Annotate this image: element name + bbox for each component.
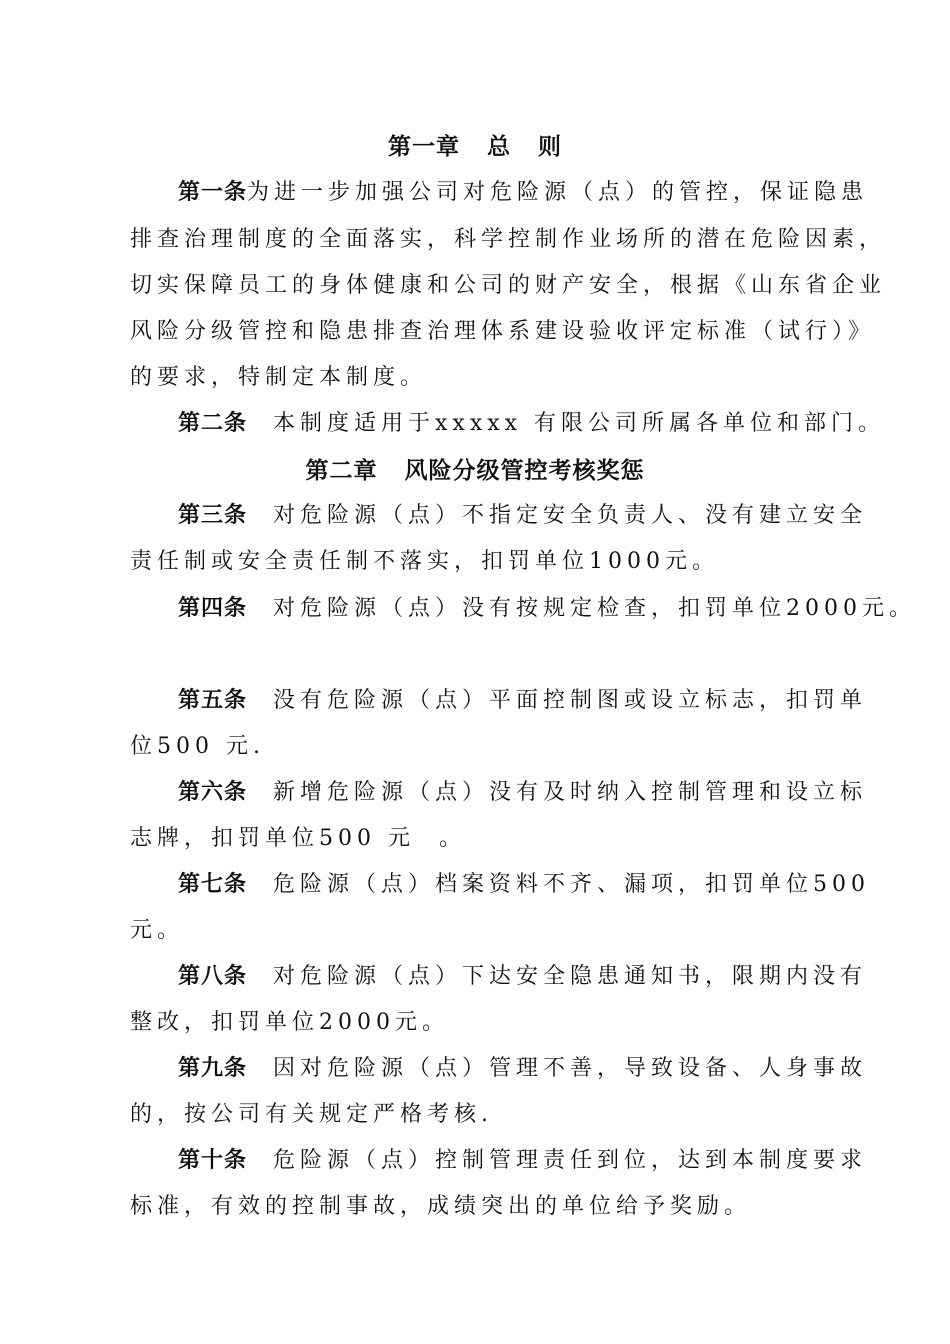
article-9-line-1	[178, 1051, 867, 1082]
article-9-label: 第九条	[178, 1056, 248, 1081]
article-8-label: 第八条	[178, 964, 248, 989]
article-5-line-1	[178, 683, 867, 714]
article-6-line-2: 志牌，扣罚单位500 元 。	[130, 826, 466, 851]
article-1-line-5: 的要求，特制定本制度。	[130, 365, 428, 390]
article-5-label: 第五条	[178, 688, 248, 713]
article-8-line-1	[178, 959, 867, 990]
article-2-text-1: 本制度适用于xxxxx 有限公司所属各单位和部门。	[273, 411, 886, 436]
article-1-label: 第一条	[178, 180, 248, 205]
article-3-line-1	[178, 498, 867, 529]
article-8-line-2: 整改，扣罚单位2000元。	[130, 1010, 449, 1035]
chapter-2-heading: 第二章 风险分级管控考核奖惩	[305, 458, 645, 484]
article-10-line-2: 标准，有效的控制事故，成绩突出的单位给予奖励。	[130, 1194, 752, 1219]
article-6-line-1	[178, 775, 867, 806]
article-8-text-1: 对危险源（点）下达安全隐患通知书，限期内没有	[273, 964, 868, 989]
article-4-line-1	[178, 591, 916, 622]
article-2-label: 第二条	[178, 411, 248, 436]
article-1-line-2: 排查治理制度的全面落实，科学控制作业场所的潜在危险因素，	[130, 227, 887, 252]
article-3-line-2: 责任制或安全责任制不落实，扣罚单位1000元。	[130, 549, 719, 574]
article-7-text-1: 危险源（点）档案资料不齐、漏项，扣罚单位500	[273, 872, 871, 897]
article-1-text-1: 为进一步加强公司对危险源（点）的管控，保证隐患	[247, 180, 869, 205]
article-7-line-2: 元。	[130, 918, 185, 943]
article-6-label: 第六条	[178, 780, 248, 805]
article-9-line-2: 的，按公司有关规定严格考核.	[130, 1102, 493, 1127]
article-1-line-1	[178, 175, 868, 206]
article-9-text-1: 因对危险源（点）管理不善，导致设备、人身事故	[273, 1056, 868, 1081]
article-10-line-1	[178, 1143, 867, 1174]
article-3-label: 第三条	[178, 503, 248, 528]
article-5-line-2: 位500 元.	[130, 734, 265, 759]
article-1-line-3: 切实保障员工的身体健康和公司的财产安全，根据《山东省企业	[130, 273, 887, 298]
article-7-label: 第七条	[178, 872, 248, 897]
article-7-line-1	[178, 867, 870, 898]
article-1-line-4: 风险分级管控和隐患排查治理体系建设验收评定标准（试行）》	[130, 319, 876, 344]
article-3-text-1: 对危险源（点）不指定安全负责人、没有建立安全	[273, 503, 868, 528]
article-4-label: 第四条	[178, 596, 248, 621]
chapter-1-heading: 第一章 总 则	[387, 134, 563, 160]
article-5-text-1: 没有危险源（点）平面控制图或设立标志，扣罚单	[273, 688, 868, 713]
article-6-text-1: 新增危险源（点）没有及时纳入控制管理和设立标	[273, 780, 868, 805]
article-4-text-1: 对危险源（点）没有按规定检查，扣罚单位2000元。	[273, 596, 917, 621]
article-2-line-1	[178, 406, 885, 437]
article-10-text-1: 危险源（点）控制管理责任到位，达到本制度要求	[273, 1148, 868, 1173]
article-10-label: 第十条	[178, 1148, 248, 1173]
